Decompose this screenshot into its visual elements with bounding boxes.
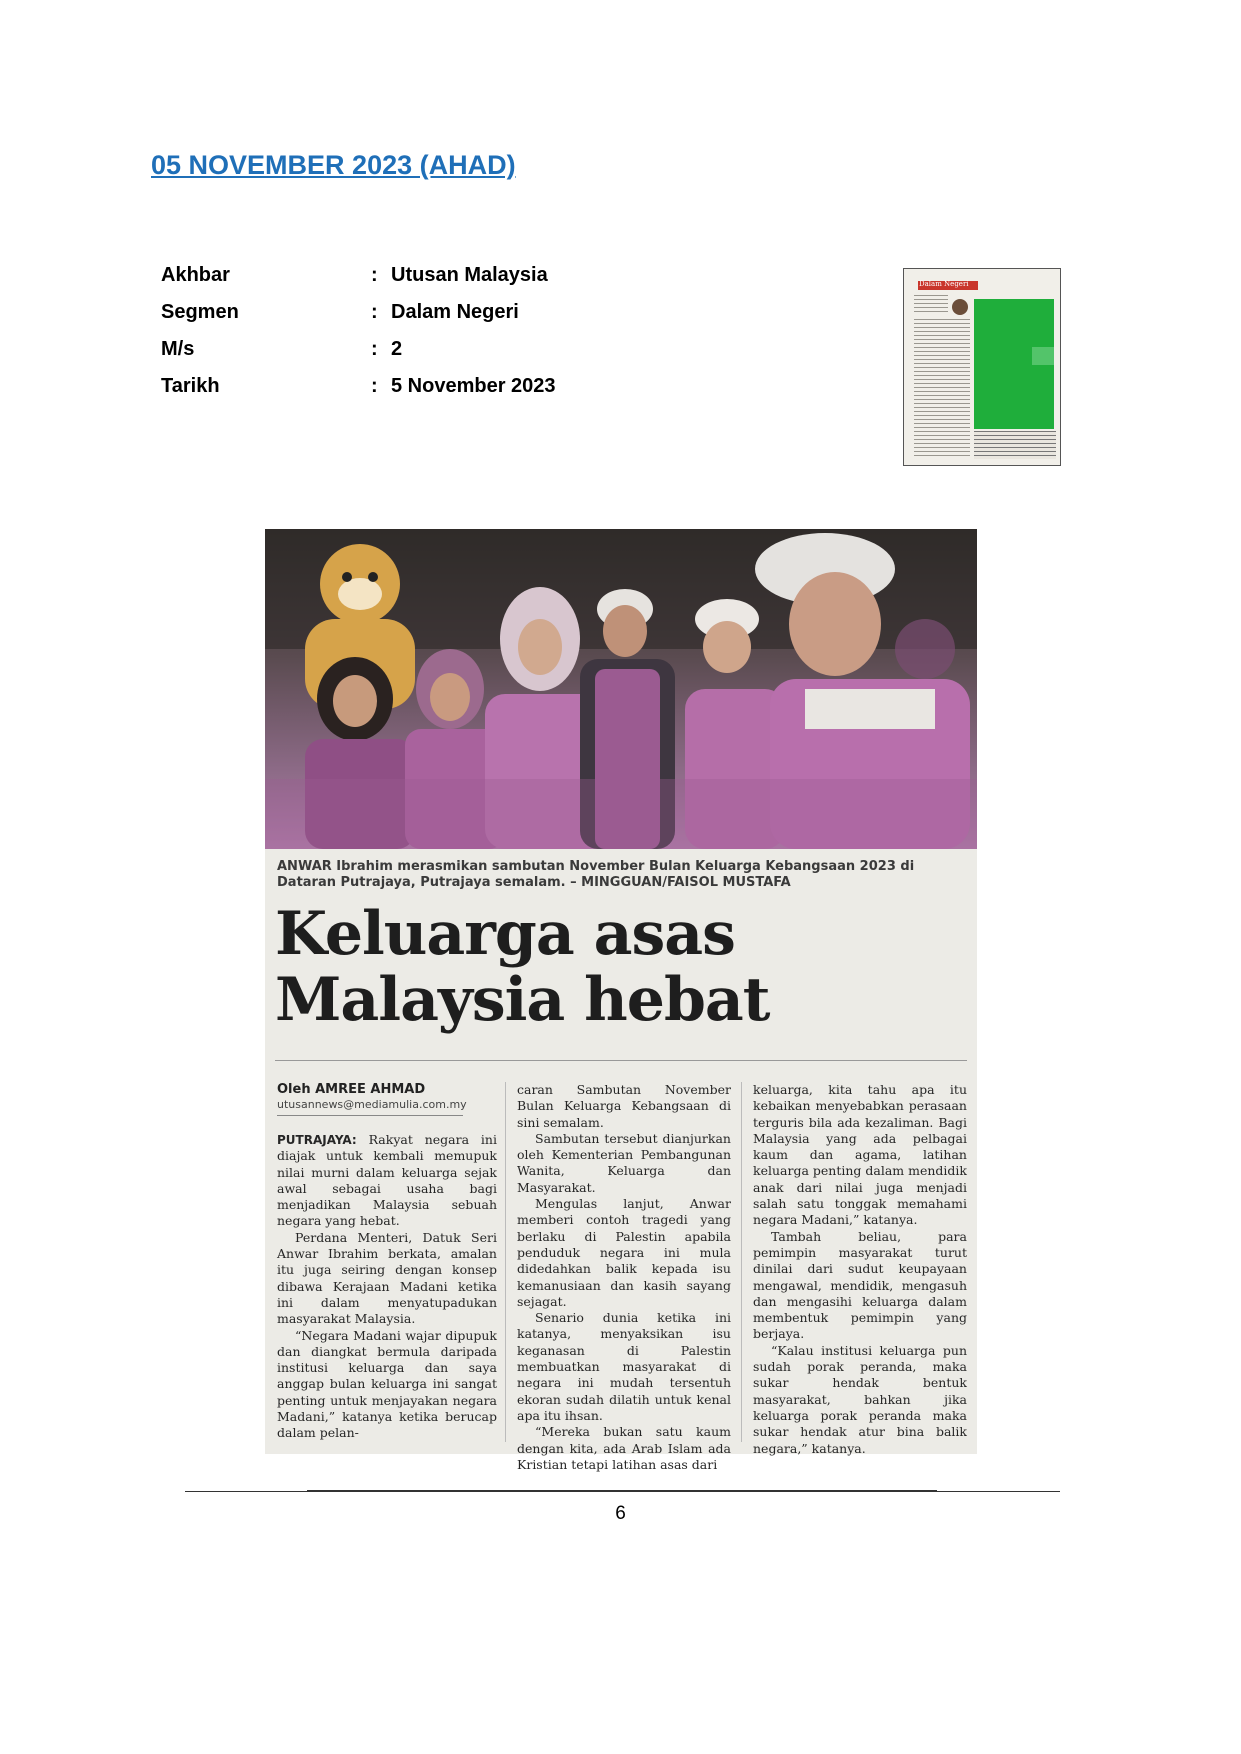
article-photo	[265, 529, 977, 849]
metadata-value: Dalam Negeri	[391, 301, 519, 323]
thumbnail-highlight-block	[1032, 347, 1054, 365]
metadata-colon: :	[371, 264, 378, 286]
thumbnail-text-column	[914, 295, 948, 315]
article-paragraph: Tambah beliau, para pemimpin masyarakat turut dinilai dari sudut keupayaan mengawal, mendidik, mengasuh dan mengasihi keluarga dalam membentuk pemimpin yang berjaya.	[753, 1228, 967, 1342]
column-divider	[505, 1082, 506, 1442]
article-column-2	[517, 1082, 731, 1473]
article-paragraph: Senario dunia ketika ini katanya, menyaksikan isu keganasan di Palestin membuatkan masyarakat di negara ini mudah tersentuh ekoran sudah dilatih untuk kenal apa itu ihsan.	[517, 1310, 731, 1423]
article-paragraph: “Mereka bukan satu kaum dengan kita, ada Arab Islam ada Kristian tetapi latihan asas dari	[517, 1424, 731, 1472]
headline-line-1: Keluarga asas	[275, 899, 735, 969]
thumbnail-table	[974, 431, 1056, 459]
metadata-value: 5 November 2023	[391, 375, 556, 397]
article-column-3	[753, 1082, 967, 1457]
author-email: utusannews@mediamulia.com.my	[277, 1098, 467, 1111]
newspaper-page-thumbnail	[903, 268, 1061, 466]
byline-divider	[277, 1115, 463, 1116]
article-column-1	[277, 1132, 497, 1442]
article-byline: Oleh AMREE AHMAD	[277, 1082, 426, 1097]
footer-rule-accent	[307, 1490, 937, 1492]
headline-line-2: Malaysia hebat	[275, 965, 770, 1035]
metadata-label: M/s	[161, 338, 195, 360]
article-paragraph: “Negara Madani wajar dipupuk dan diangkat bermula daripada institusi keluarga dan saya anggap bulan keluarga ini sangat penting untuk menjayakan negara Madani,” katanya ketika berucap dalam pelan-	[277, 1327, 497, 1441]
metadata-value: 2	[391, 338, 403, 360]
article-paragraph: Mengulas lanjut, Anwar memberi contoh tragedi yang berlaku di Palestin apabila penduduk negara ini mula didedahkan balik kepada isu kemanusiaan dan kasih sayang sejagat.	[517, 1196, 731, 1309]
thumbnail-section-label: Dalam Negeri	[919, 280, 969, 288]
metadata-value: Utusan Malaysia	[391, 264, 548, 286]
newspaper-clipping	[265, 529, 977, 1472]
metadata-colon: :	[371, 301, 378, 323]
article-dateline: PUTRAJAYA:	[277, 1133, 357, 1147]
metadata-label: Tarikh	[161, 375, 220, 397]
metadata-label: Segmen	[161, 301, 239, 323]
headline-divider	[275, 1060, 967, 1061]
metadata-label: Akhbar	[161, 264, 230, 286]
metadata-colon: :	[371, 338, 378, 360]
page-number: 6	[615, 1503, 626, 1524]
article-paragraph	[277, 1132, 497, 1230]
metadata-colon: :	[371, 375, 378, 397]
thumbnail-portrait	[952, 299, 968, 315]
article-paragraph: keluarga, kita tahu apa itu kebaikan menyebabkan perasaan terguris bila ada kezaliman. Bagi Malaysia yang ada pelbagai kaum dan agama, latihan keluarga penting dalam mendidik anak dari nilai juga menjadi salah satu tonggak memahami negara Madani,” katanya.	[753, 1082, 967, 1228]
article-paragraph: “Kalau institusi keluarga pun sudah porak peranda, maka sukar hendak bentuk masyarakat, bahkan jika keluarga porak peranda maka sukar hendak atur bina balik negara,” katanya.	[753, 1342, 967, 1456]
article-paragraph: Sambutan tersebut dianjurkan oleh Kementerian Pembangunan Wanita, Keluarga dan Masyarakat.	[517, 1130, 731, 1195]
date-heading: 05 NOVEMBER 2023 (AHAD)	[151, 150, 516, 180]
column-divider	[741, 1082, 742, 1442]
thumbnail-text-column	[914, 319, 970, 459]
article-headline	[275, 901, 770, 1033]
paragraph-text: Rakyat negara ini diajak untuk kembali memupuk nilai murni dalam keluarga sejak awal sebagai usaha bagi menjadikan Malaysia sebuah negara yang hebat.	[277, 1132, 497, 1229]
photo-caption: ANWAR Ibrahim merasmikan sambutan November Bulan Keluarga Kebangsaan 2023 di Dataran Putrajaya, Putrajaya semalam. – MINGGUAN/FAISOL MUSTAFA	[277, 859, 915, 890]
article-paragraph: caran Sambutan November Bulan Keluarga Kebangsaan di sini semalam.	[517, 1082, 731, 1130]
article-paragraph: Perdana Menteri, Datuk Seri Anwar Ibrahim berkata, amalan itu juga seiring dengan konsep dibawa Kerajaan Madani ketika ini dalam menyatupadukan masyarakat Malaysia.	[277, 1229, 497, 1327]
photo-illustration	[265, 529, 977, 849]
